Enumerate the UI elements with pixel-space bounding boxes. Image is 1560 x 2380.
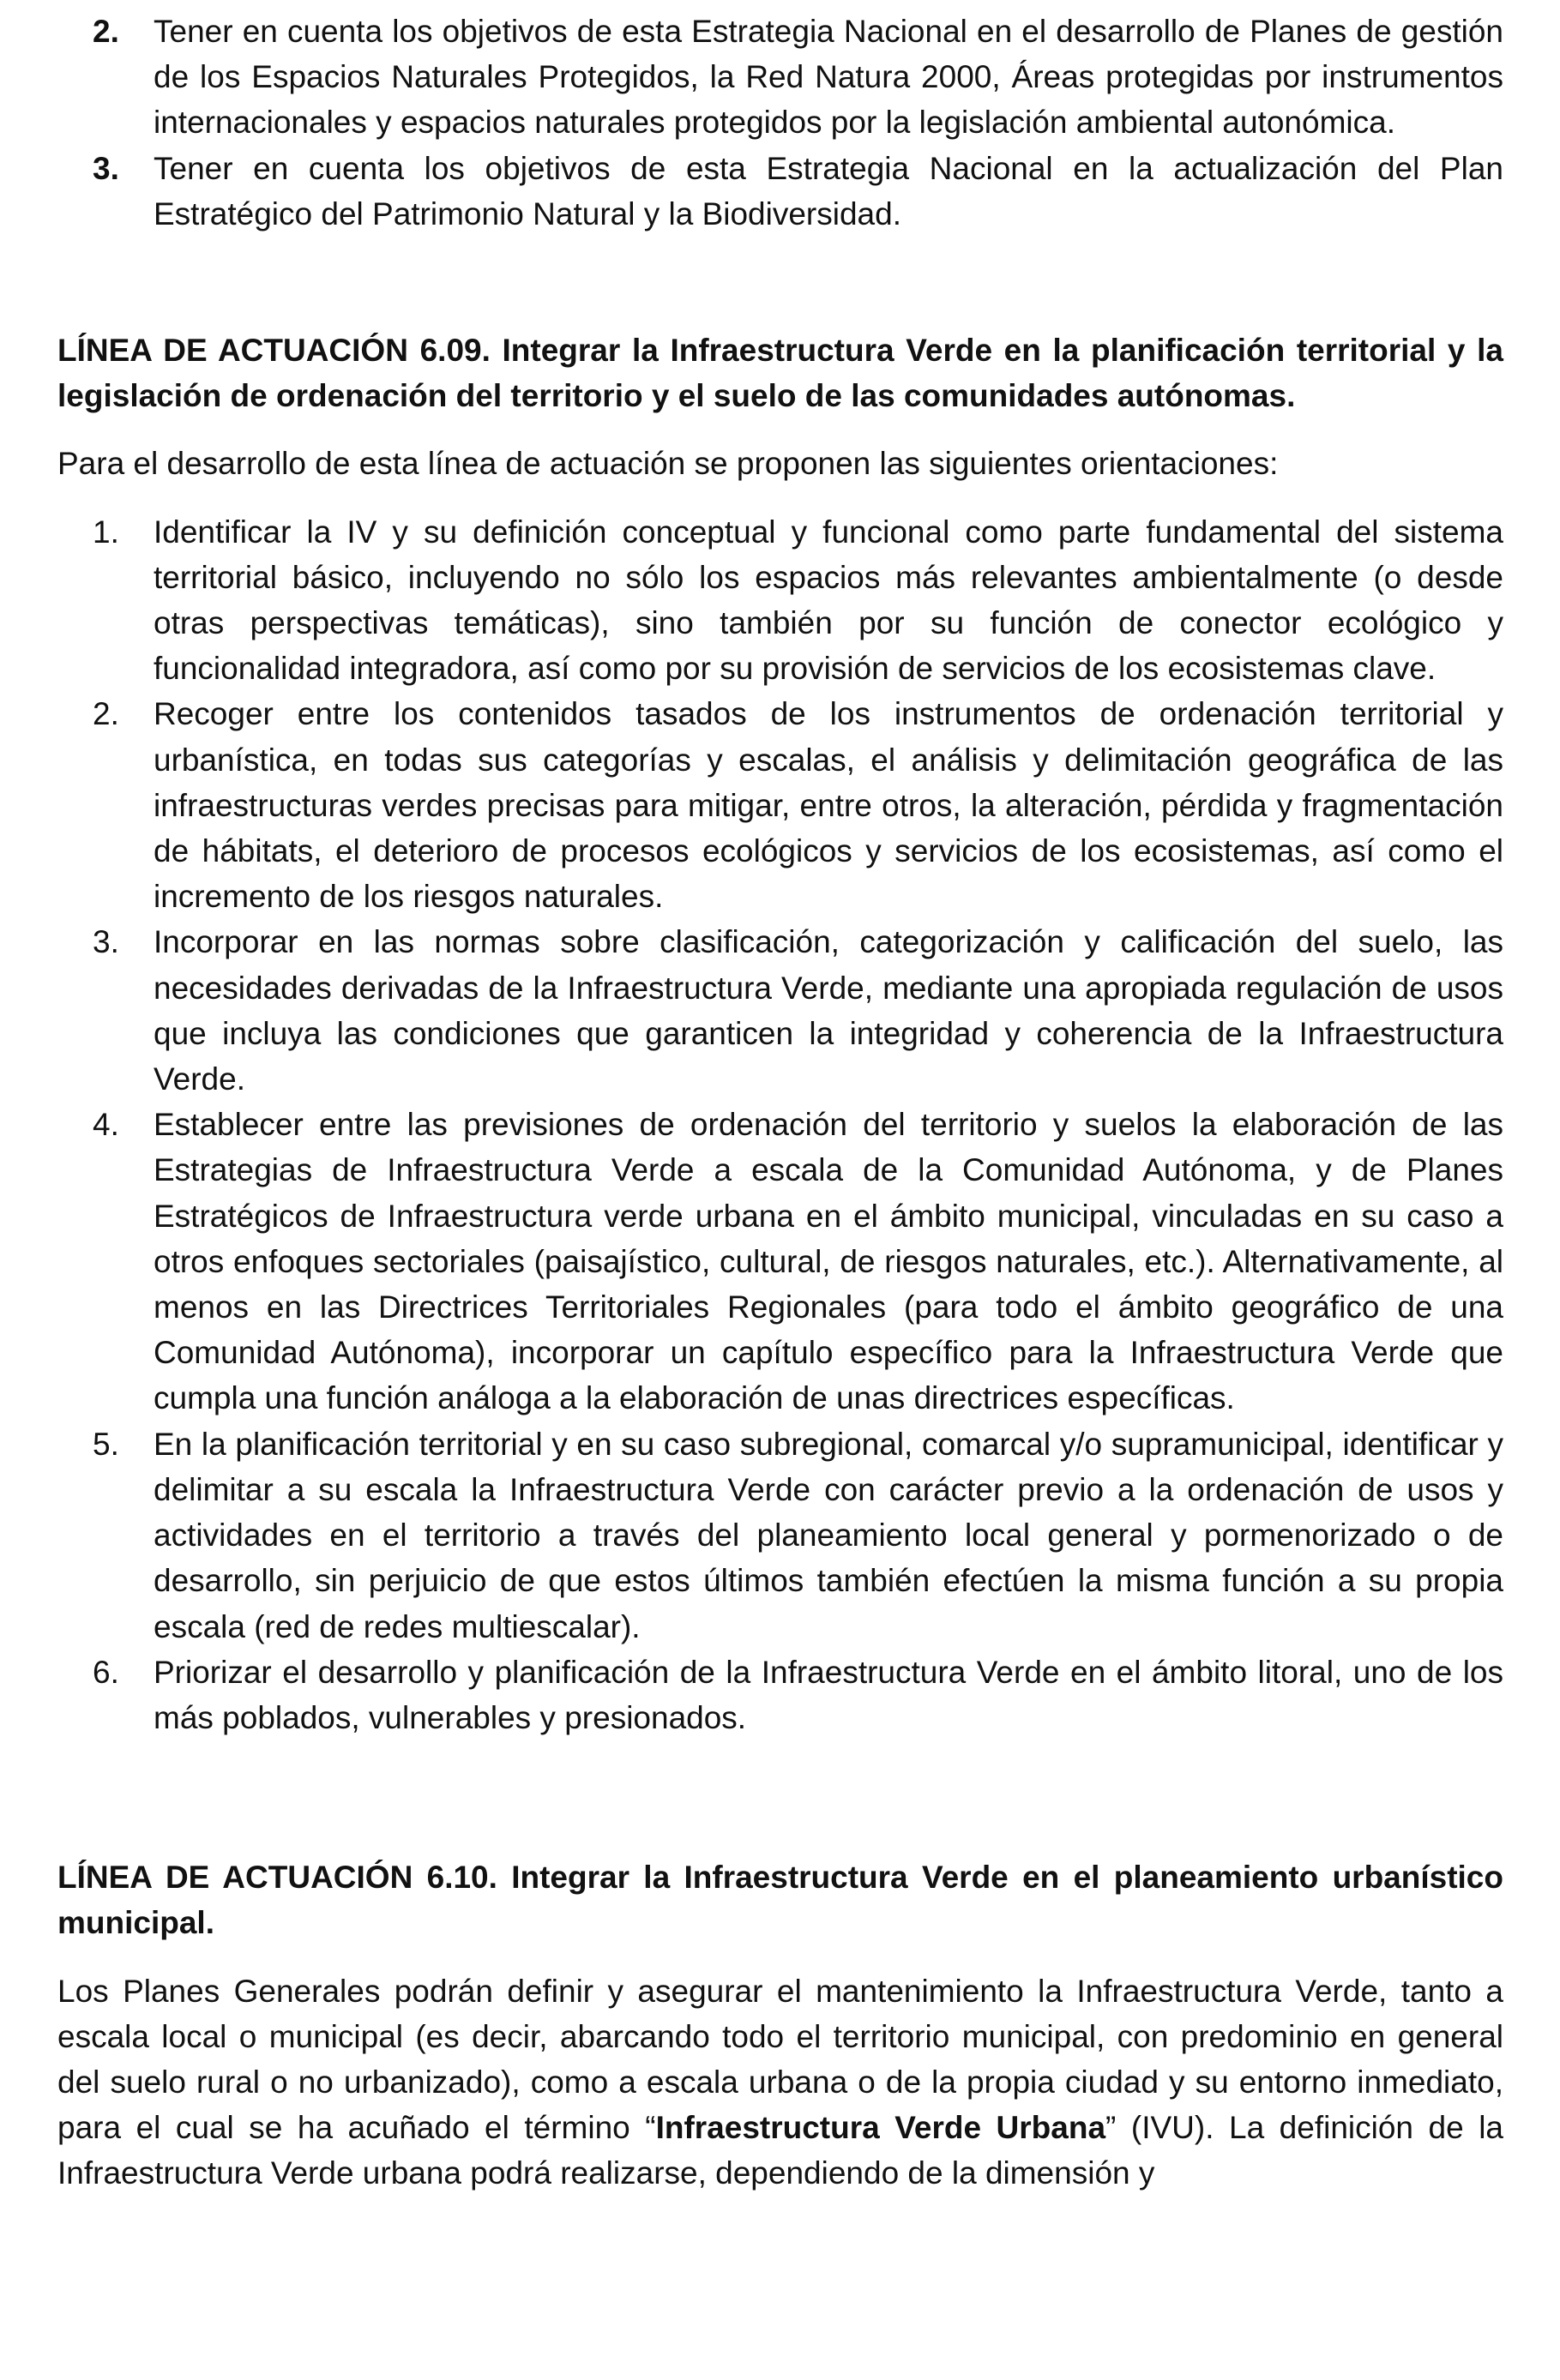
spacer (57, 1946, 1503, 1968)
list-item-number: 3. (93, 924, 119, 960)
list-item (57, 919, 1503, 1102)
list-item-text: Identificar la IV y su definición conceptual y funcional como parte fundamental del sistema territorial básico, incluyendo no sólo los espacios más relevantes ambientalmente (o desde otras perspectivas temáticas), sino también por su función de conector ecológico y funcionalidad integradora, así como por su provisión de servicios de los ecosistemas clave. (154, 514, 1503, 687)
list-item-number: 3. (93, 150, 119, 186)
list-item (57, 1421, 1503, 1650)
paragraph-text-before: Los Planes Generales podrán definir y asegurar el mantenimiento la Infraestructura Verde, tanto a escala local o municipal (es decir, abarcando todo el territorio municipal, con predominio en general del suelo rural o no urbanizado), como a escala urbana o de la propia ciudad y su entorno inmediato, para el cual se ha acuñado el término “ (57, 1973, 1503, 2146)
paragraph-text-after: ” (IVU). La definición de la Infraestructura Verde urbana podrá realizarse, dependiendo de la dimensión y (57, 2110, 1503, 2191)
list-item-text: Recoger entre los contenidos tasados de los instrumentos de ordenación territorial y urbanística, en todas sus categorías y escalas, el análisis y delimitación geográfica de las infraestructuras verdes precisas para mitigar, entre otros, la alteración, pérdida y fragmentación de hábitats, el deterioro de procesos ecológicos y servicios de los ecosistemas, así como el incremento de los riesgos naturales. (154, 696, 1503, 915)
list-item-number: 2. (93, 696, 119, 732)
list-item-text: Tener en cuenta los objetivos de esta Estrategia Nacional en el desarrollo de Planes de gestión de los Espacios Naturales Protegidos, la Red Natura 2000, Áreas protegidas por instrumentos internacionales y espacios naturales protegidos por la legislación ambiental autonómica. (154, 14, 1503, 141)
list-item (57, 146, 1503, 237)
top-numbered-list (57, 9, 1503, 237)
section-paragraph (57, 1968, 1503, 2197)
list-item-text: Priorizar el desarrollo y planificación de la Infraestructura Verde en el ámbito litoral, uno de los más poblados, vulnerables y presionados. (154, 1654, 1503, 1735)
list-item-number: 4. (93, 1107, 119, 1143)
list-item (57, 9, 1503, 146)
list-item-number: 6. (93, 1654, 119, 1690)
section-heading-6-10: LÍNEA DE ACTUACIÓN 6.10. Integrar la Infraestructura Verde en el planeamiento urbanístico municipal. (57, 1860, 1503, 1941)
orientations-list (57, 509, 1503, 1740)
list-item (57, 509, 1503, 692)
paragraph-bold-term: Infraestructura Verde Urbana (655, 2110, 1106, 2146)
list-item (57, 691, 1503, 919)
list-item-text: Tener en cuenta los objetivos de esta Estrategia Nacional en la actualización del Plan Estratégico del Patrimonio Natural y la Biodiversidad. (154, 150, 1503, 231)
section-heading-6-09: LÍNEA DE ACTUACIÓN 6.09. Integrar la Infraestructura Verde en la planificación territorial y la legislación de ordenación del territorio y el suelo de las comunidades autónomas. (57, 333, 1503, 414)
spacer (57, 237, 1503, 328)
list-item (57, 1650, 1503, 1740)
spacer (57, 418, 1503, 441)
list-item-number: 5. (93, 1426, 119, 1462)
section-intro: Para el desarrollo de esta línea de actuación se proponen las siguientes orientaciones: (57, 446, 1279, 482)
list-item-text: Incorporar en las normas sobre clasificación, categorización y calificación del suelo, las necesidades derivadas de la Infraestructura Verde, mediante una apropiada regulación de usos que incluya las condiciones que garanticen la integridad y coherencia de la Infraestructura Verde. (154, 924, 1503, 1097)
spacer (57, 1740, 1503, 1854)
list-item-number: 1. (93, 514, 119, 550)
list-item-text: Establecer entre las previsiones de ordenación del territorio y suelos la elaboración de las Estrategias de Infraestructura Verde a escala de la Comunidad Autónoma, y de Planes Estratégicos de Infraestructura verde urbana en el ámbito municipal, vinculadas en su caso a otros enfoques sectoriales (paisajístico, cultural, de riesgos naturales, etc.). Alternativamente, al menos en las Directrices Territoriales Regionales (para todo el ámbito geográfico de una Comunidad Autónoma), incorporar un capítulo específico para la Infraestructura Verde que cumpla una función análoga a la elaboración de unas directrices específicas. (154, 1107, 1503, 1416)
list-item-number: 2. (93, 14, 119, 49)
list-item (57, 1102, 1503, 1421)
document-page (57, 9, 1503, 2197)
list-item-text: En la planificación territorial y en su caso subregional, comarcal y/o supramunicipal, identificar y delimitar a su escala la Infraestructura Verde con carácter previo a la ordenación de usos y actividades en el territorio a través del planeamiento local general y pormenorizado o de desarrollo, sin perjuicio de que estos últimos también efectúen la misma función a su propia escala (red de redes multiescalar). (154, 1426, 1503, 1644)
spacer (57, 487, 1503, 509)
